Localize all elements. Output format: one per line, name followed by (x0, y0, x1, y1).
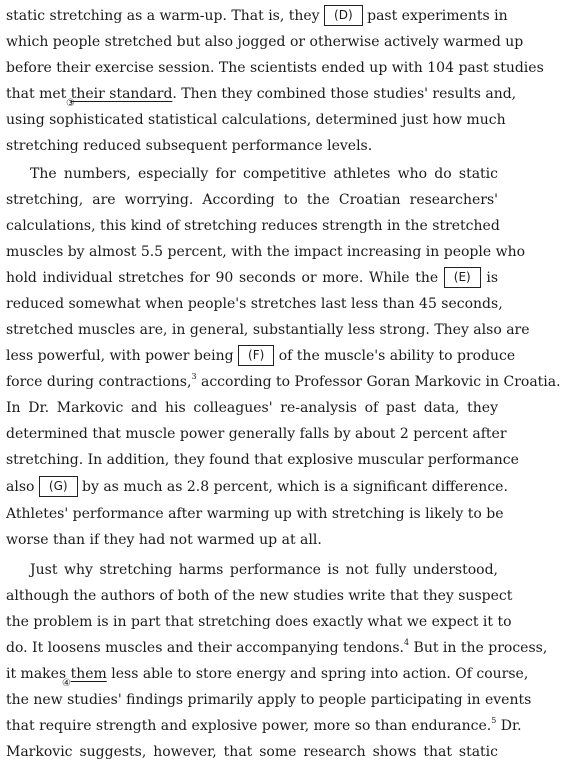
text-line: stretched muscles are, in general, substantially less strong. They also are (6, 322, 530, 338)
text-line: In Dr. Markovic and his colleagues' re-analysis of past data, they (6, 400, 498, 416)
text-line: calculations, this kind of stretching reduces strength in the stretched (6, 218, 500, 234)
blank-box-f: (F) (238, 345, 274, 366)
blank-box-e: (E) (444, 267, 481, 288)
text-line: The numbers, especially for competitive athletes who do static (30, 166, 498, 182)
text-line: determined that muscle power generally falls by about 2 percent after (6, 426, 507, 442)
text-line: also (G) by as much as 2.8 percent, which is a significant difference. (6, 474, 498, 500)
text-line: force during contractions,$^3$ according to Professor Goran Markovic in Croatia. (6, 372, 561, 390)
underlined-phrase-their-standard: their standard (70, 86, 173, 102)
footnote-marker-3: 3 (191, 372, 197, 381)
text-line: hold individual stretches for 90 seconds or more. While the (E) is (6, 265, 498, 291)
text-line: reduced somewhat when people's stretches last less than 45 seconds, (6, 296, 503, 312)
marker-4: ④ (62, 678, 71, 689)
underlined-word-them: them (70, 666, 107, 682)
blank-box-d: (D) (324, 5, 363, 26)
text-line: static stretching as a warm-up. That is, they (D) past experiments in (6, 3, 498, 29)
text-line: less powerful, with power being (F) of the muscle's ability to produce (6, 343, 498, 369)
text-line: before their exercise session. The scientists ended up with 104 past studies (6, 60, 544, 76)
text-line: that met their standard. Then they combined those studies' results and, (6, 86, 517, 102)
text-line: using sophisticated statistical calculations, determined just how much (6, 112, 506, 128)
text-line: the new studies' findings primarily apply to people participating in events (6, 692, 532, 708)
text-line: stretching reduced subsequent performance levels. (6, 138, 373, 154)
text-line: stretching, are worrying. According to the Croatian researchers' (6, 192, 498, 208)
text-line: worse than if they had not warmed up at all. (6, 532, 322, 548)
marker-3: ③ (66, 98, 75, 109)
blank-box-g: (G) (39, 476, 78, 497)
text-line: Markovic suggests, however, that some research shows that static (6, 744, 498, 760)
text-line: Just why stretching harms performance is not fully understood, (30, 562, 498, 578)
text-line: muscles by almost 5.5 percent, with the impact increasing in people who (6, 244, 526, 260)
text-line: which people stretched but also jogged or otherwise actively warmed up (6, 34, 524, 50)
footnote-marker-4: 4 (404, 638, 410, 647)
text-line: that require strength and explosive power, more so than endurance.$^5$ Dr. (6, 716, 522, 734)
text-line: it makes them less able to store energy and spring into action. Of course, (6, 666, 529, 682)
text-line: do. It loosens muscles and their accompanying tendons.$^4$ But in the process, (6, 638, 548, 656)
text-line: stretching. In addition, they found that explosive muscular performance (6, 452, 519, 468)
text-line: Athletes' performance after warming up with stretching is likely to be (6, 506, 504, 522)
text-line: the problem is in part that stretching does exactly what we expect it to (6, 614, 512, 630)
footnote-marker-5: 5 (491, 716, 497, 725)
text-line: although the authors of both of the new studies write that they suspect (6, 588, 513, 604)
